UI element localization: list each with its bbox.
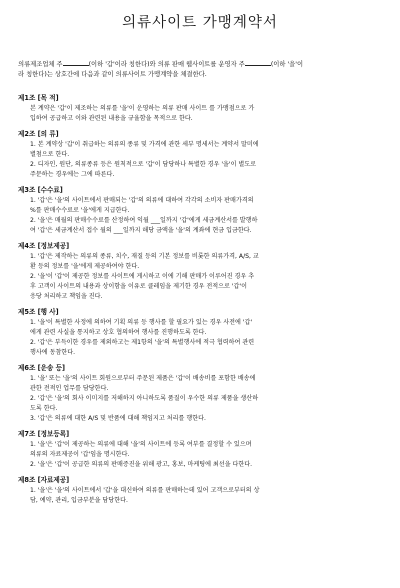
- intro-paragraph: [18, 59, 382, 80]
- article-5-line: 2. '갑'은 부득이한 경우를 제외하고는 제1항의 '을'의 특별행사에 적극 협력하여 관련: [30, 339, 255, 346]
- article-6-line: 도록 한다.: [30, 405, 58, 412]
- article-2-line: 2. 디자인, 원단, 의류종류 등은 원칙적으로 '갑'이 담당하나 특별한 경우 '을'이 별도로: [30, 161, 257, 168]
- article-7-heading: 제7조 [정보등록]: [18, 430, 70, 438]
- article-1-line: 본 계약은 '갑'이 제조하는 의류를 '을'이 운영하는 의류 판매 사이트 를 가맹점으로 가: [30, 105, 255, 112]
- intro-line-1-b: (이하 '갑'이라 칭한다)와 의류 판매 웹사이트를 운영자 주: [88, 61, 245, 68]
- article-2-heading: 제2조 [의 류]: [18, 130, 59, 138]
- article-1-heading: 제1조 [목 적]: [18, 94, 59, 102]
- article-3-line: 여 '갑'은 세금계산서 접수 월의 ___일까지 해당 금액을 '을'의 계좌에 현금 입금한다.: [30, 227, 252, 234]
- article-6-heading: 제6조 [운송 등]: [18, 364, 66, 372]
- article-1-line: 입하여 공급하고 이와 관련된 내용을 규율함을 목적으로 한다.: [30, 115, 193, 122]
- article-5-line: 에게 관련 사실을 통지하고 상호 협의하여 행사를 진행하도록 한다.: [30, 329, 207, 336]
- article-4-line: 환 등의 정보를 '을'에게 제공하여야 한다.: [30, 263, 140, 270]
- article-7-line: 2. '을'은 '갑'이 공급한 의류의 판매증진을 위해 광고, 홍보, 마케팅에 최선을 다한다.: [30, 461, 253, 468]
- article-5-line: 1. '을'이 특별한 사정에 의하여 기획 의류 등 행사를 할 필요가 있는 경우 사전에 '갑': [30, 319, 253, 326]
- article-5-heading: 제5조 [행 사]: [18, 308, 59, 316]
- article-2-line: 1. 본 계약상 '갑'이 취급하는 의류의 종류 및 가격에 관한 세부 명세서는 계약서 말미에: [30, 141, 259, 148]
- article-8-line: 1. '을'은 '을'의 사이트에서 '갑'을 대신하여 의류를 판매하는데 있어 고객으로부터의 상: [30, 487, 260, 494]
- article-8-line: 담, 예약, 관리, 입금부분을 담당한다.: [30, 497, 128, 504]
- article-7-line: 1. '을'은 '갑'이 제공하는 의류에 대해 '을'의 사이트에 등록 여부를 결정할 수 있으며: [30, 441, 252, 448]
- article-3-line: %를 판매수수료로 '을'에게 지급한다.: [30, 207, 130, 214]
- article-6-line: 2. '갑'은 '을'의 회사 이미지를 저해하지 아니하도록 품질이 우수한 의류 제품을 생산하: [30, 395, 259, 402]
- article-4-line: 응당 처리하고 책임을 진다.: [30, 293, 103, 300]
- intro-line-2: 라 칭한다)는 상호간에 다음과 같이 의류사이트 가맹계약을 체결한다.: [18, 71, 207, 78]
- blank-field-maker[interactable]: [63, 59, 89, 66]
- article-4-line: 후 고객이 사이트의 내용과 상이함을 이유로 클레임을 제기한 경우 전적으로 '갑'이: [30, 283, 247, 290]
- article-7-line: 의류의 자료제공이 '갑'임을 명시한다.: [30, 451, 130, 458]
- article-2-line: 별첨으로 한다.: [30, 151, 70, 158]
- article-6-line: 3. '갑'은 의류에 대한 A/S 및 반품에 대해 책임지고 처리를 행한다.: [30, 415, 206, 422]
- article-4-line: 1. '갑'은 제작하는 의류의 종류, 치수, 재질 등의 기본 정보를 비롯한 의류가격, A/S, 교: [30, 253, 259, 260]
- intro-line-1: [18, 59, 382, 70]
- article-5-line: 행사에 동참한다.: [30, 349, 76, 356]
- article-2-line: 주문하는 경우에는 그에 따른다.: [30, 171, 115, 178]
- article-4-line: 2. '을'이 '갑'이 제공한 정보를 사이트에 게시하고 이에 기해 판매가 이루어진 경우 추: [30, 273, 255, 280]
- article-3-line: 1. '갑'은 '을'의 사이트에서 판매되는 '갑'의 의류에 대하여 각각의 소비자 판매가격의: [30, 197, 254, 204]
- article-3-line: 2. '을'은 매월의 판매수수료를 산정하여 익월 ___일까지 '갑'에게 세금계산서를 발행하: [30, 217, 258, 224]
- article-6-line: 관한 전적인 업무를 담당한다.: [30, 385, 109, 392]
- article-8-heading: 제8조 [자료제공]: [18, 476, 70, 484]
- article-6-line: 1. '을' 또는 '을'의 사이트 회원으로부터 주문된 제품은 '갑'이 배송비를 포함한 배송에: [30, 375, 256, 382]
- article-3-heading: 제3조 [수수료]: [18, 186, 63, 194]
- blank-field-operator[interactable]: [245, 59, 271, 66]
- intro-line-1-a: 의류제조업체 주: [18, 61, 63, 68]
- document-title: 의류사이트 가맹계약서: [122, 15, 278, 31]
- article-4-heading: 제4조 [정보제공]: [18, 242, 70, 250]
- intro-line-1-c: (이하 '을'이: [270, 61, 304, 68]
